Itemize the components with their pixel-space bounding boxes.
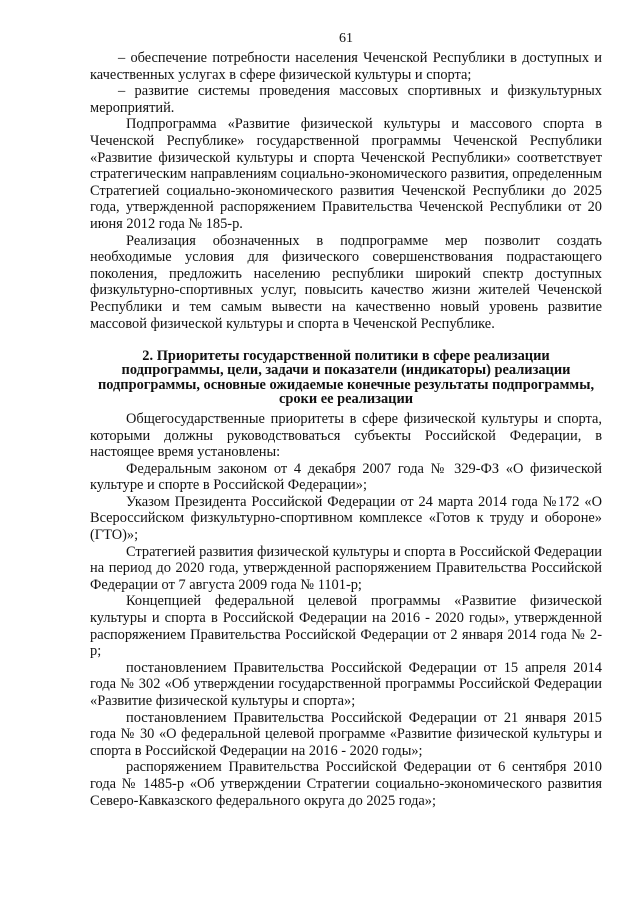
paragraph-concept-program: Концепцией федеральной целевой программы «Развитие физической культуры и спорта в Российской Федерации на 2016 - 2020 годы», утвержденной распоряжением Правительства Российской Федерации от 2 января 2014 года № 2-р; [90, 593, 602, 660]
paragraph-resolution-30: постановлением Правительства Российской Федерации от 21 января 2015 года № 30 «О федеральной целевой программе «Развитие физической культуры и спорта в Российской Федерации на 2016 - 2020 годы»; [90, 709, 602, 759]
paragraph-goal-services: – обеспечение потребности населения Чеченской Республики в доступных и качественных услугах в сфере физической культуры и спорта; [90, 50, 602, 83]
paragraph-implementation: Реализация обозначенных в подпрограмме мер позволит создать необходимые условия для физического совершенствования подрастающего поколения, предложить населению республики широкий спектр доступных физкультурно-спортивных услуг, повысить качество жизни жителей Чеченской Республики и тем самым вывести на качественно новый уровень развитие массовой физической культуры и спорта в Чеченской Республике. [90, 232, 602, 332]
paragraph-strategy-2020: Стратегией развития физической культуры и спорта в Российской Федерации на период до 2020 года, утвержденной распоряжением Правительства Российской Федерации от 7 августа 2009 года № 1101-р; [90, 543, 602, 593]
document-page [90, 30, 602, 809]
section-spacer [90, 332, 602, 349]
paragraph-goal-events: – развитие системы проведения массовых спортивных и физкультурных мероприятий. [90, 83, 602, 116]
paragraph-federal-law: Федеральным законом от 4 декабря 2007 года № 329-ФЗ «О физической культуре и спорте в Российской Федерации»; [90, 460, 602, 494]
page-number: 61 [339, 31, 353, 46]
section-heading: 2. Приоритеты государственной политики в сфере реализации подпрограммы, цели, задачи и показатели (индикаторы) реализации подпрограммы, основные ожидаемые конечные результаты подпрограммы, сроки ее реализации [97, 348, 595, 407]
paragraph-order-1485: распоряжением Правительства Российской Федерации от 6 сентября 2010 года № 1485-р «Об утверждении Стратегии социально-экономического развития Северо-Кавказского федерального округа до 2025 года»; [90, 759, 602, 809]
paragraph-presidential-decree: Указом Президента Российской Федерации от 24 марта 2014 года №172 «О Всероссийском физкультурно-спортивном комплексе «Готов к труду и обороне» (ГТО)»; [90, 493, 602, 544]
paragraph-resolution-302: постановлением Правительства Российской Федерации от 15 апреля 2014 года № 302 «Об утверждении государственной программы Российской Федерации «Развитие физической культуры и спорта»; [90, 659, 602, 709]
paragraph-priorities-intro: Общегосударственные приоритеты в сфере физической культуры и спорта, которыми должны руководствоваться субъекты Российской Федерации, в настоящее время установлены: [90, 410, 602, 461]
paragraph-subprogram-strategy: Подпрограмма «Развитие физической культуры и массового спорта в Чеченской Республике» государственной программы Чеченской Республики «Развитие физической культуры и спорта Чеченской Республики» соответствует стратегическим направлениям социально-экономического развития, определенным Стратегией социально-экономического развития Чеченской Республики до 2025 года, утвержденной распоряжением Правительства Чеченской Республики от 20 июня 2012 года № 185-р. [90, 116, 602, 232]
